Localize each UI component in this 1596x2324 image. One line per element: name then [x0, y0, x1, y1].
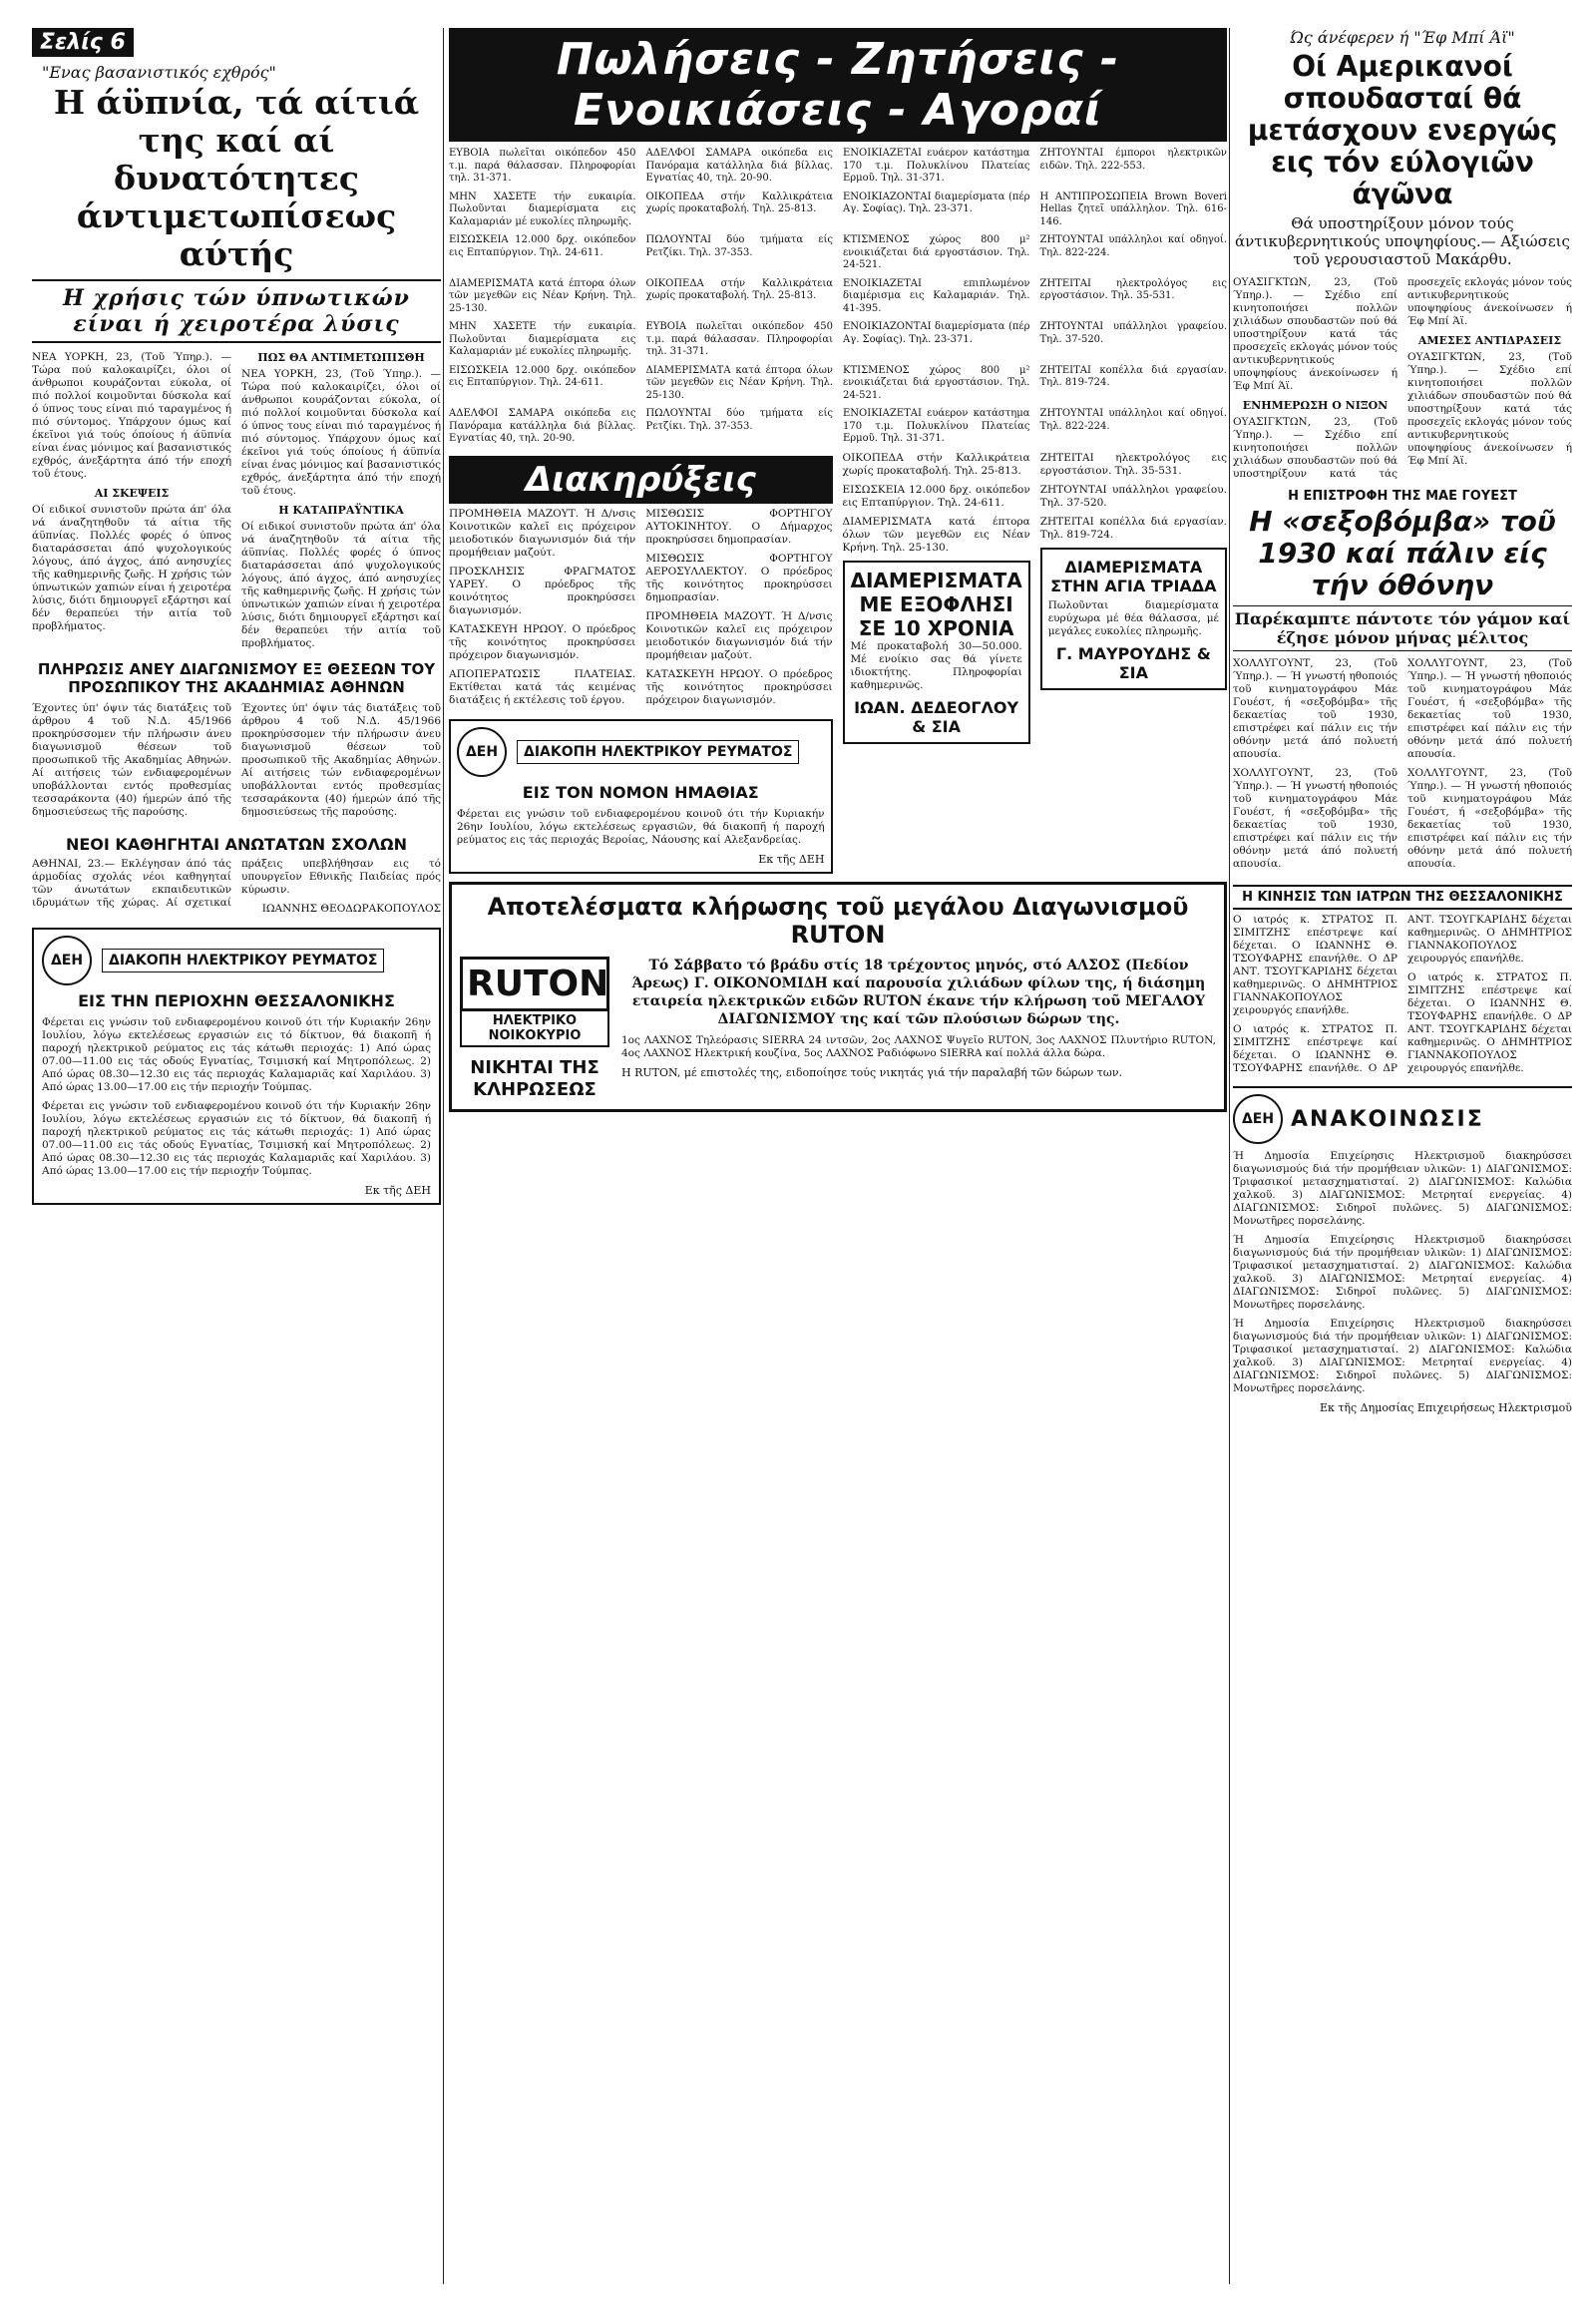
- doctors-paragraph: Ο ιατρός κ. ΣΤΡΑΤΟΣ Π. ΣΙΜΙΤΖΗΣ επέστρεψε καί δέχεται. Ο ΙΩΑΝΝΗΣ Θ. ΤΣΟΥΦΑΡΗΣ επανήλθε. Ο ΔΡ ΑΝΤ. ΤΣΟΥΓΚΑΡΙΔΗΣ δέχεται καθημερινῶς. Ο ΔΗΜΗΤΡΙΟΣ ΓΙΑΝΝΑΚΟΠΟΥΛΟΣ χειρουργός επανήλθε.: [1233, 914, 1572, 1074]
- doctors-body: [1233, 914, 1572, 1078]
- classifieds-banner: Πωλήσεις - Ζητήσεις - Ενοικιάσεις - Αγοραί: [449, 28, 1227, 142]
- mae-west-paragraph: ΧΟΛΛΥΓΟΥΝΤ, 23, (Τοῦ Ύπηρ.). — Ή γνωστή ηθοποιός τοῦ κινηματογράφου Μάε Γουέστ, ή «σεξοβόμβα» τῆς δεκαετίας τοῦ 1930, επιστρέφει καί πάλιν εις τήν οθόνην μετά άπό πολυετή απουσία.: [1407, 767, 1572, 870]
- notice-body: Φέρεται εις γνώσιν τοῦ ενδιαφερομένου κοινοῦ ότι τήν Κυριακήν 26ην Ιουλίου, λόγω εκτελέσεως εργασιῶν, θά διακοπῆ ή παροχή ρεύματος εις τάς περιοχάς Βεροίας, Νάουσης καί Αλεξανδρείας.: [457, 807, 825, 846]
- announcements-body: Ή Δημοσία Επιχείρησις Ηλεκτρισμοῦ διακηρύσσει διαγωνισμούς διά τήν προμήθειαν υλικῶν: 1) ΔΙΑΓΩΝΙΣΜΟΣ: Τριφασικοί μετασχηματισταί. 2) ΔΙΑΓΩΝΙΣΜΟΣ: Καλώδια χαλκοῦ. 3) ΔΙΑΓΩΝΙΣΜΟΣ: Μετρηταί ενεργείας. 4) ΔΙΑΓΩΝΙΣΜΟΣ: Σιδηροῖ πυλῶνες. 5) ΔΙΑΓΩΝΙΣΜΟΣ: Μονωτῆρες πορσελάνης.: [1233, 1150, 1572, 1227]
- classified-ad: ΖΗΤΕΙΤΑΙ ηλεκτρολόγος εις εργοστάσιον. Τηλ. 35-531.: [1039, 277, 1227, 301]
- notice-body: Φέρεται εις γνώσιν τοῦ ενδιαφερομένου κοινοῦ ότι τήν Κυριακήν 26ην Ιουλίου, λόγω εκτελέσεως εργασιών εις τό δίκτυον, θά διακοπῆ ή παροχή ηλεκτρικοῦ ρεύματος εις τάς κάτωθι περιοχάς: 1) Από ώρας 07.00—11.00 εις τάς οδούς Εγνατίας, Τσιμισκή καί Μητροπόλεως. 2) Από ώρας 08.30—12.30 εις τάς περιοχάς Καλαμαριᾶς καί Χαριλάου. 3) Από ώρας 13.00—17.00 εις τήν περιοχήν Τούμπας.: [42, 1100, 431, 1177]
- tender-notice: ΚΑΤΑΣΚΕΥΗ ΗΡΩΟΥ. Ο πρόεδρος τῆς κοινότητος προκηρύσσει πρόχειρον διαγωνισμόν.: [645, 667, 833, 706]
- classified-ad: ΑΔΕΛΦΟΙ ΣΑΜΑΡΑ οικόπεδα εις Πανόραμα κατάλληλα διά βίλλας. Εγνατίας 40, τηλ. 20-90.: [645, 148, 833, 184]
- classified-ad: ΔΙΑΜΕΡΙΣΜΑΤΑ κατά έπτορα όλων τῶν μεγεθῶν εις Νέαν Κρήνη. Τηλ. 25-130.: [842, 515, 1030, 554]
- agia-triada-ad-firm: Γ. ΜΑΥΡΟΥΔΗΣ & ΣΙΑ: [1055, 643, 1211, 682]
- tenders-and-boxes: [449, 452, 1227, 874]
- classified-ad: ΚΤΙΣΜΕΝΟΣ χώρος 800 μ² ενοικιάζεται διά εργοστάσιον. Τηλ. 24-521.: [843, 364, 1030, 401]
- classified-ad: ΕΙΣΩΣΚΕΙΑ 12.000 δρχ. οικόπεδον εις Επταπύργιον. Τηλ. 24-611.: [449, 364, 636, 388]
- apartments-ad-title: ΔΙΑΜΕΡΙΣΜΑΤΑ ΜΕ ΕΞΟΦΛΗΣΙ ΣΕ 10 ΧΡΟΝΙΑ: [850, 568, 1022, 640]
- article-subhead: ΠΩΣ ΘΑ ΑΝΤΙΜΕΤΩΠΙΣΘΗ: [257, 351, 425, 364]
- announcements-signature: Εκ τῆς Δημοσίας Επιχειρήσεως Ηλεκτρισμοῦ: [1319, 1401, 1572, 1414]
- ruton-footnote: Η RUTON, μέ επιστολές της, ειδοποίησε τούς νικητάς γιά τήν παραλαβή τῶν δώρων των.: [621, 1065, 1123, 1079]
- article-paragraph: ΟΥΑΣΙΓΚΤΩΝ, 23, (Τοῦ Ύπηρ.). — Σχέδιο επί κινητοποιήσει πολλῶν χιλιάδων σπουδαστῶν πού θά υποστηρίξουν κατά τάς προσεχεῖς εκλογάς μόνον τούς αντικυβερνητικούς υποψηφίους άνεκοίνωσεν ή Έφ Μπί Άϊ.: [1407, 351, 1572, 467]
- tender-notice: ΑΠΟΠΕΡΑΤΩΣΙΣ ΠΛΑΤΕΙΑΣ. Εκτίθεται κατά τάς κειμένας διατάξεις ή εκτέλεσις τοῦ έργου.: [449, 667, 636, 706]
- deh-logo-icon: ΔΕΗ: [1233, 1094, 1283, 1144]
- article-paragraph: Οί ειδικοί συνιστοῦν πρώτα άπ' όλα νά άναζητηθοῦν τά αίτια τῆς άϋπνίας. Πολλές φορές ό ύπνος διαταράσσεται άπό ψυχολογικούς λόγους, άπό άγχος, άπό ανησυχίες τῆς καθημερινῆς ζωῆς. Η χρήσις τών ύπνωτικών χαπιών είναι ή χειροτέρα λύσις, διότι δημιουργεῖ εξάρτησι καί δέν θεραπεύει τήν αιτία τοῦ προβλήματος.: [32, 504, 231, 632]
- ruton-prizes: 1ος ΛΑΧΝΟΣ Τηλεόρασις SIERRA 24 ιντσῶν, 2ος ΛΑΧΝΟΣ Ψυγεῖο RUTON, 3ος ΛΑΧΝΟΣ Πλυντήριο RUTON, 4ος ΛΑΧΝΟΣ Ηλεκτρική κουζίνα, 5ος ΛΑΧΝΟΣ Ραδιόφωνο SIERRA καί πολλά άλλα δώρα.: [621, 1033, 1216, 1059]
- ruton-headline: Αποτελέσματα κλήρωσης τοῦ μεγάλου Διαγωνισμοῦ RUTON: [487, 892, 1189, 949]
- classified-ad: ΖΗΤΟΥΝΤΑΙ έμποροι ηλεκτρικῶν ειδῶν. Τηλ. 222-553.: [1039, 148, 1227, 172]
- article-headline: Οί Αμερικανοί σπουδασταί θά μετάσχουν ενεργώς εις τόν εύλογιῶν άγῶνα: [1247, 50, 1558, 210]
- announcements-title: ΑΝΑΚΟΙΝΩΣΙΣ: [1291, 1106, 1484, 1132]
- classified-ad: ΠΩΛΟΥΝΤΑΙ δύο τμήματα είς Ρετζίκι. Τηλ. 37-353.: [645, 234, 833, 258]
- apartments-ad-body: Μέ προκαταβολή 30—50.000. Μέ ενοίκιο σας θά γίνετε ιδιοκτήτης. Πληροφορίαι καθημερινῶς.: [850, 639, 1022, 691]
- tender-notice: ΠΡΟΣΚΛΗΣΙΣ ΦΡΑΓΜΑΤΟΣ ΥΑΡΕΥ. Ο πρόεδρος τῆς κοινότητος προκηρύσσει διαγωνισμόν.: [449, 565, 636, 616]
- academy-paragraph: Έχοντες ύπ' όψιν τάς διατάξεις τοῦ άρθρου 4 τοῦ Ν.Δ. 45/1966 προκηρύσσομεν τήν πλήρωσιν άνευ διαγωνισμοῦ θέσεων τοῦ προσωπικοῦ τῆς Ακαδημίας Αθηνών. Αί αιτήσεις τών ενδιαφερομένων υποβάλλονται εντός προθεσμίας τεσσαράκοντα (40) ήμερών άπό τῆς δημοσιεύσεως τῆς παρούσης.: [241, 702, 441, 818]
- column-divider: [1229, 28, 1230, 2284]
- classified-ads-grid: [449, 148, 1227, 452]
- left-column: [32, 28, 441, 2284]
- classified-ad: ΚΤΙΣΜΕΝΟΣ χώρος 800 μ² ενοικιάζεται διά εργοστάσιον. Τηλ. 24-521.: [843, 234, 1030, 270]
- classified-ad: ΑΔΕΛΦΟΙ ΣΑΜΑΡΑ οικόπεδα εις Πανόραμα κατάλληλα διά βίλλας. Εγνατίας 40, τηλ. 20-90.: [449, 408, 636, 444]
- tender-notice: ΠΡΟΜΗΘΕΙΑ ΜΑΖΟΥΤ. Ή Δ/νσις Κοινοτικῶν καλεῖ εις πρόχειρον μειοδοτικόν διαγωνισμόν διά τήν προμήθειαν μαζούτ.: [449, 507, 636, 559]
- classified-ad: ΕΥΒΟΙΑ πωλεῖται οικόπεδον 450 τ.μ. παρά θάλασσαν. Πληροφορίαι τηλ. 31-371.: [645, 321, 833, 357]
- power-cut-notice-thessaloniki: [32, 928, 441, 1205]
- classified-ad: ΔΙΑΜΕΡΙΣΜΑΤΑ κατά έπτορα όλων τῶν μεγεθῶν εις Νέαν Κρήνη. Τηλ. 25-130.: [645, 364, 833, 401]
- tender-notice: ΜΙΣΘΩΣΙΣ ΦΟΡΤΗΓΟΥ ΑΥΤΟΚΙΝΗΤΟΥ. Ο Δήμαρχος προκηρύσσει δημοπρασίαν.: [645, 507, 833, 546]
- notice-body: Φέρεται εις γνώσιν τοῦ ενδιαφερομένου κοινοῦ ότι τήν Κυριακήν 26ην Ιουλίου, λόγω εκτελέσεως εργασιών εις τό δίκτυον, θά διακοπῆ ή παροχή ηλεκτρικοῦ ρεύματος εις τάς κάτωθι περιοχάς: 1) Από ώρας 07.00—11.00 εις τάς οδούς Εγνατίας, Τσιμισκή καί Μητροπόλεως. 2) Από ώρας 08.30—12.30 εις τάς περιοχάς Καλαμαριᾶς καί Χαριλάου. 3) Από ώρας 13.00—17.00 εις τήν περιοχήν Τούμπας.: [42, 1016, 431, 1093]
- academy-headline: ΠΛΗΡΩΣΙΣ ΑΝΕΥ ΔΙΑΓΩΝΙΣΜΟΥ ΕΞ ΘΕΣΕΩΝ ΤΟΥ ΠΡΟΣΩΠΙΚΟΥ ΤΗΣ ΑΚΑΔΗΜΙΑΣ ΑΘΗΝΩΝ: [37, 660, 436, 696]
- classified-ad: ΖΗΤΟΥΝΤΑΙ υπάλληλοι καί οδηγοί. Τηλ. 822-224.: [1039, 408, 1227, 432]
- ruton-logo-icon: RUTON: [460, 957, 609, 1011]
- professors-headline: ΝΕΟΙ ΚΑΘΗΓΗΤΑΙ ΑΝΩΤΑΤΩΝ ΣΧΟΛΩΝ: [65, 835, 407, 854]
- classified-ad: ΕΙΣΩΣΚΕΙΑ 12.000 δρχ. οικόπεδον εις Επταπύργιον. Τηλ. 24-611.: [842, 483, 1030, 509]
- classified-ad: ΜΗΝ ΧΑΣΕΤΕ τήν ευκαιρία. Πωλοῦνται διαμερίσματα εις Καλαμαριάν μέ ευκολίες πληρωμῆς.: [449, 191, 636, 227]
- notice-subtitle: ΕΙΣ ΤΟΝ ΝΟΜΟΝ ΗΜΑΘΙΑΣ: [522, 782, 759, 802]
- mae-west-paragraph: ΧΟΛΛΥΓΟΥΝΤ, 23, (Τοῦ Ύπηρ.). — Ή γνωστή ηθοποιός τοῦ κινηματογράφου Μάε Γουέστ, ή «σεξοβόμβα» τῆς δεκαετίας τοῦ 1930, επιστρέφει καί πάλιν εις τήν οθόνην μετά άπό πολυετή απουσία.: [1407, 657, 1572, 760]
- article-paragraph: ΟΥΑΣΙΓΚΤΩΝ, 23, (Τοῦ Ύπηρ.). — Σχέδιο επί κινητοποιήσει πολλῶν χιλιάδων σπουδαστῶν πού θά υποστηρίξουν κατά τάς προσεχεῖς εκλογάς μόνον τούς αντικυβερνητικούς υποψηφίους άνεκοίνωσεν ή Έφ Μπί Άϊ.: [1233, 276, 1572, 480]
- classified-ad: ΜΗΝ ΧΑΣΕΤΕ τήν ευκαιρία. Πωλοῦνται διαμερίσματα εις Καλαμαριάν μέ ευκολίες πληρωμῆς.: [449, 321, 636, 357]
- announcements-body: Ή Δημοσία Επιχείρησις Ηλεκτρισμοῦ διακηρύσσει διαγωνισμούς διά τήν προμήθειαν υλικῶν: 1) ΔΙΑΓΩΝΙΣΜΟΣ: Τριφασικοί μετασχηματισταί. 2) ΔΙΑΓΩΝΙΣΜΟΣ: Καλώδια χαλκοῦ. 3) ΔΙΑΓΩΝΙΣΜΟΣ: Μετρηταί ενεργείας. 4) ΔΙΑΓΩΝΙΣΜΟΣ: Σιδηροῖ πυλῶνες. 5) ΔΙΑΓΩΝΙΣΜΟΣ: Μονωτῆρες πορσελάνης.: [1233, 1318, 1572, 1394]
- tender-notice: ΚΑΤΑΣΚΕΥΗ ΗΡΩΟΥ. Ο πρόεδρος τῆς κοινότητος προκηρύσσει πρόχειρον διαγωνισμόν.: [449, 622, 636, 661]
- classified-ad: ΖΗΤΟΥΝΤΑΙ υπάλληλοι γραφείου. Τηλ. 37-520.: [1039, 321, 1227, 345]
- notice-title: ΔΙΑΚΟΠΗ ΗΛΕΚΤΡΙΚΟΥ ΡΕΥΜΑΤΟΣ: [102, 949, 384, 972]
- tenders-banner: Διακηρύξεις: [449, 456, 833, 504]
- classified-ad: Η ΑΝΤΙΠΡΟΣΩΠΕΙΑ Brown Boveri Hellas ζητεῖ υπάλληλον. Τηλ. 616-146.: [1039, 191, 1227, 227]
- mae-west-kicker: Η ΕΠΙΣΤΡΟΦΗ ΤΗΣ ΜΑΕ ΓΟΥΕΣΤ: [1288, 489, 1517, 504]
- article-kicker: "Ενας βασανιστικός εχθρός": [42, 63, 276, 82]
- classified-ad: ΖΗΤΕΙΤΑΙ κοπέλλα διά εργασίαν. Τηλ. 819-724.: [1039, 515, 1227, 541]
- classified-ad: ΕΥΒΟΙΑ πωλεῖται οικόπεδον 450 τ.μ. παρά θάλασσαν. Πληροφορίαι τηλ. 31-371.: [449, 148, 636, 184]
- ruton-lottery-ad: [449, 882, 1227, 1112]
- article-paragraph: ΝΕΑ ΥΟΡΚΗ, 23, (Τοῦ Ύπηρ.). —Τώρα πού καλοκαιρίζει, όλοι οί άνθρωποι κουράζονται εύκολα, οί πιό πολλοί κοιμοῦνται δύσκολα καί ό ύπνος τους είναι πιό ταραγμένος ή πιό σύντομος. Υπάρχουν όμως καί έκεῖνοι γιά τούς όποίους ή άϋπνία είναι ένας μόνιμος καί βασανιστικός εχθρός, άνεξάρτητα άπό τήν εποχή τοῦ έτους.: [32, 351, 231, 480]
- apartments-ad-firm: ΙΩΑΝ. ΔΕΔΕΟΓΛΟΥ & ΣΙΑ: [854, 697, 1019, 736]
- notice-subtitle: ΕΙΣ ΤΗΝ ΠΕΡΙΟΧΗΝ ΘΕΣΣΑΛΟΝΙΚΗΣ: [78, 991, 395, 1010]
- page-number-badge: Σελίς 6: [32, 28, 134, 57]
- doctors-headline: Η ΚΙΝΗΣΙΣ ΤΩΝ ΙΑΤΡΩΝ ΤΗΣ ΘΕΣΣΑΛΟΝΙΚΗΣ: [1233, 885, 1572, 910]
- article-paragraph: ΝΕΑ ΥΟΡΚΗ, 23, (Τοῦ Ύπηρ.). —Τώρα πού καλοκαιρίζει, όλοι οί άνθρωποι κουράζονται εύκολα, οί πιό πολλοί κοιμοῦνται δύσκολα καί ό ύπνος τους είναι πιό ταραγμένος ή πιό σύντομος. Υπάρχουν όμως καί έκεῖνοι γιά τούς όποίους ή άϋπνία είναι ένας μόνιμος καί βασανιστικός εχθρός, άνεξάρτητα άπό τήν εποχή τοῦ έτους.: [241, 368, 441, 497]
- ruton-lead: Τό Σάββατο τό βράδυ στίς 18 τρέχοντος μηνός, στό ΑΛΣΟΣ (Πεδίον Άρεως) Γ. ΟΙΚΟΝΟΜΙΔΗ καί παρουσία χιλιάδων φίλων της, ή διάσημη εταιρεία ηλεκτρικῶν ειδῶν RUTON έκανε τήν κλήρωση τοῦ ΜΕΓΑΛΟΥ ΔΙΑΓΩΝΙΣΜΟΥ της καί τῶν πλούσιων δώρων της.: [631, 957, 1206, 1027]
- classified-ad: ΖΗΤΕΙΤΑΙ ηλεκτρολόγος εις εργοστάσιον. Τηλ. 35-531.: [1039, 451, 1227, 477]
- classified-ad: ΖΗΤΕΙΤΑΙ κοπέλλα διά εργασίαν. Τηλ. 819-724.: [1039, 364, 1227, 388]
- deh-logo-icon: ΔΕΗ: [457, 727, 507, 777]
- column-divider: [443, 28, 444, 2284]
- classified-ad: ΕΝΟΙΚΙΑΖΟΝΤΑΙ διαμερίσματα (πέρ Αγ. Σοφίας). Τηλ. 23-371.: [843, 321, 1030, 345]
- article-body: [32, 351, 441, 650]
- doctors-paragraph: Ο ιατρός κ. ΣΤΡΑΤΟΣ Π. ΣΙΜΙΤΖΗΣ επέστρεψε καί δέχεται. Ο ΙΩΑΝΝΗΣ Θ. ΤΣΟΥΦΑΡΗΣ επανήλθε. Ο ΔΡ ΑΝΤ. ΤΣΟΥΓΚΑΡΙΔΗΣ δέχεται καθημερινῶς. Ο ΔΗΜΗΤΡΙΟΣ ΓΙΑΝΝΑΚΟΠΟΥΛΟΣ χειρουργός επανήλθε.: [1233, 914, 1397, 1016]
- tender-notice: ΠΡΟΜΗΘΕΙΑ ΜΑΖΟΥΤ. Ή Δ/νσις Κοινοτικῶν καλεῖ εις πρόχειρον μειοδοτικόν διαγωνισμόν διά τήν προμήθειαν μαζούτ.: [645, 609, 833, 661]
- power-cut-notice-imathia: [449, 719, 833, 874]
- article-subhead: ΑΜΕΣΕΣ ΑΝΤΙΔΡΑΣΕΙΣ: [1417, 334, 1562, 347]
- notice-signature: Εκ τῆς ΔΕΗ: [758, 852, 825, 866]
- professors-paragraph: ΑΘΗΝΑΙ, 23.— Εκλέγησαν άπό τάς άρμοδίας σχολάς νέοι καθηγηταί τῶν άνωτάτων εκπαιδευτικῶν ιδρυμάτων τῆς χώρας. Αί σχετικαί πράξεις υπεβλήθησαν εις τό υπουργεῖον Εθνικῆς Παιδείας πρός κύρωσιν.: [32, 858, 441, 909]
- mae-west-paragraph: ΧΟΛΛΥΓΟΥΝΤ, 23, (Τοῦ Ύπηρ.). — Ή γνωστή ηθοποιός τοῦ κινηματογράφου Μάε Γουέστ, ή «σεξοβόμβα» τῆς δεκαετίας τοῦ 1930, επιστρέφει καί πάλιν εις τήν οθόνην μετά άπό πολυετή απουσία.: [1233, 657, 1397, 760]
- right-column: [1233, 28, 1572, 2284]
- article-subhead: Η ΚΑΤΑΠΡΑΫΝΤΙΚΑ: [278, 504, 404, 517]
- article-subhead: ΕΝΗΜΕΡΩΣΗ Ο ΝΙΞΟΝ: [1242, 399, 1389, 412]
- classified-ad: ΕΝΟΙΚΙΑΖΟΝΤΑΙ διαμερίσματα (πέρ Αγ. Σοφίας). Τηλ. 23-371.: [843, 191, 1030, 214]
- classifieds-column: [449, 28, 1227, 2284]
- article-kicker: Ώς άνέφερεν ή "Έφ Μπί Άϊ": [1290, 28, 1515, 47]
- agia-triada-ad-title: ΔΙΑΜΕΡΙΣΜΑΤΑ ΣΤΗΝ ΑΓΙΑ ΤΡΙΑΔΑ: [1050, 557, 1217, 595]
- classified-ad: ΟΙΚΟΠΕΔΑ στήν Καλλικράτεια χωρίς προκαταβολή. Τηλ. 25-813.: [645, 277, 833, 301]
- classified-ad: ΖΗΤΟΥΝΤΑΙ υπάλληλοι καί οδηγοί. Τηλ. 822-224.: [1039, 234, 1227, 258]
- article-headline: Η άϋπνία, τά αίτιά της καί αί δυνατότητες άντιμετωπίσεως αύτής: [53, 83, 420, 273]
- article-body: [1233, 276, 1572, 481]
- mae-west-body: [1233, 657, 1572, 877]
- professors-body: [32, 858, 441, 916]
- academy-paragraph: Έχοντες ύπ' όψιν τάς διατάξεις τοῦ άρθρου 4 τοῦ Ν.Δ. 45/1966 προκηρύσσομεν τήν πλήρωσιν άνευ διαγωνισμοῦ θέσεων τοῦ προσωπικοῦ τῆς Ακαδημίας Αθηνών. Αί αιτήσεις τών ενδιαφερομένων υποβάλλονται εντός προθεσμίας τεσσαράκοντα (40) ήμερών άπό τῆς δημοσιεύσεως τῆς παρούσης.: [32, 702, 231, 818]
- article-paragraph: Οί ειδικοί συνιστοῦν πρώτα άπ' όλα νά άναζητηθοῦν τά αίτια τῆς άϋπνίας. Πολλές φορές ό ύπνος διαταράσσεται άπό ψυχολογικούς λόγους, άπό άγχος, άπό ανησυχίες τῆς καθημερινῆς ζωῆς. Η χρήσις τών ύπνωτικών χαπιών είναι ή χειροτέρα λύσις, διότι δημιουργεῖ εξάρτησι καί δέν θεραπεύει τήν αιτία τοῦ προβλήματος.: [241, 521, 441, 649]
- agia-triada-ad-box: [1040, 548, 1227, 690]
- classified-ad: ΟΙΚΟΠΕΔΑ στήν Καλλικράτεια χωρίς προκαταβολή. Τηλ. 25-813.: [842, 451, 1030, 477]
- announcements-body: Ή Δημοσία Επιχείρησις Ηλεκτρισμοῦ διακηρύσσει διαγωνισμούς διά τήν προμήθειαν υλικῶν: 1) ΔΙΑΓΩΝΙΣΜΟΣ: Τριφασικοί μετασχηματισταί. 2) ΔΙΑΓΩΝΙΣΜΟΣ: Καλώδια χαλκοῦ. 3) ΔΙΑΓΩΝΙΣΜΟΣ: Μετρηταί ενεργείας. 4) ΔΙΑΓΩΝΙΣΜΟΣ: Σιδηροῖ πυλῶνες. 5) ΔΙΑΓΩΝΙΣΜΟΣ: Μονωτῆρες πορσελάνης.: [1233, 1234, 1572, 1311]
- classified-ad: ΕΝΟΙΚΙΑΖΕΤΑΙ ευάερον κατάστημα 170 τ.μ. Πολυκλίνου Πλατείας Ερμοῦ. Τηλ. 31-371.: [843, 408, 1030, 444]
- classified-ad: ΠΩΛΟΥΝΤΑΙ δύο τμήματα είς Ρετζίκι. Τηλ. 37-353.: [645, 408, 833, 432]
- notice-title: ΔΙΑΚΟΠΗ ΗΛΕΚΤΡΙΚΟΥ ΡΕΥΜΑΤΟΣ: [517, 740, 799, 764]
- mae-west-headline: Η «σεξοβόμβα» τοῦ 1930 καί πάλιν είς τήν όθόνην: [1249, 505, 1556, 601]
- article-subhead: ΑΙ ΣΚΕΨΕΙΣ: [94, 487, 170, 500]
- tender-notice: ΜΙΣΘΩΣΙΣ ΦΟΡΤΗΓΟΥ ΑΕΡΟΣΥΛΛΕΚΤΟΥ. Ο πρόεδρος τῆς κοινότητος προκηρύσσει δημοπρασίαν.: [645, 552, 833, 603]
- deh-logo-icon: ΔΕΗ: [42, 936, 92, 985]
- article-deck: Θά υποστηρίξουν μόνον τούς άντικυβερνητικούς υποψηφίους.— Αξιώσεις τοῦ γερουσιαστοῦ Μακάρθυ.: [1235, 214, 1570, 268]
- mae-west-deck: Παρέκαμπτε πάντοτε τόν γάμον καί έζησε μόνον μήνας μέλιτος: [1233, 605, 1572, 651]
- ruton-logo-subtitle: ΗΛΕΚΤΡΙΚΟ ΝΟΙΚΟΚΥΡΙΟ: [460, 1011, 609, 1047]
- classified-ad: ΖΗΤΟΥΝΤΑΙ υπάλληλοι γραφείου. Τηλ. 37-520.: [1039, 483, 1227, 509]
- professors-signature: ΙΩΑΝΝΗΣ ΘΕΟΔΩΡΑΚΟΠΟΥΛΟΣ: [261, 903, 441, 915]
- academy-body: [32, 702, 441, 825]
- apartments-ad-box: [843, 561, 1030, 744]
- doctors-paragraph: Ο ιατρός κ. ΣΤΡΑΤΟΣ Π. ΣΙΜΙΤΖΗΣ επέστρεψε καί δέχεται. Ο ΙΩΑΝΝΗΣ Θ. ΤΣΟΥΦΑΡΗΣ επανήλθε. Ο ΔΡ ΑΝΤ. ΤΣΟΥΓΚΑΡΙΔΗΣ δέχεται καθημερινῶς. Ο ΔΗΜΗΤΡΙΟΣ ΓΙΑΝΝΑΚΟΠΟΥΛΟΣ χειρουργός επανήλθε.: [1407, 971, 1572, 1074]
- classified-ad: ΔΙΑΜΕΡΙΣΜΑΤΑ κατά έπτορα όλων τῶν μεγεθῶν εις Νέαν Κρήνη. Τηλ. 25-130.: [449, 277, 636, 314]
- ruton-winners-label: ΝΙΚΗΤΑΙ ΤΗΣ ΚΛΗΡΩΣΕΩΣ: [470, 1056, 599, 1100]
- classified-ad: ΕΝΟΙΚΙΑΖΕΤΑΙ επιπλωμένον διαμέρισμα εις Καλαμαριάν. Τηλ. 41-395.: [843, 277, 1030, 314]
- classified-ad: ΕΝΟΙΚΙΑΖΕΤΑΙ ευάερον κατάστημα 170 τ.μ. Πολυκλίνου Πλατείας Ερμοῦ. Τηλ. 31-371.: [843, 148, 1030, 184]
- mae-west-paragraph: ΧΟΛΛΥΓΟΥΝΤ, 23, (Τοῦ Ύπηρ.). — Ή γνωστή ηθοποιός τοῦ κινηματογράφου Μάε Γουέστ, ή «σεξοβόμβα» τῆς δεκαετίας τοῦ 1930, επιστρέφει καί πάλιν εις τήν οθόνην μετά άπό πολυετή απουσία.: [1233, 767, 1397, 870]
- notice-signature: Εκ τῆς ΔΕΗ: [364, 1184, 431, 1197]
- classified-ad: ΟΙΚΟΠΕΔΑ στήν Καλλικράτεια χωρίς προκαταβολή. Τηλ. 25-813.: [645, 191, 833, 214]
- classified-ad: ΕΙΣΩΣΚΕΙΑ 12.000 δρχ. οικόπεδον εις Επταπύργιον. Τηλ. 24-611.: [449, 234, 636, 258]
- agia-triada-ad-body: Πωλοῦνται διαμερίσματα ευρύχωρα μέ θέα θάλασσα, μέ μεγάλες ευκολίες πληρωμῆς.: [1047, 598, 1219, 637]
- article-paragraph: ΟΥΑΣΙΓΚΤΩΝ, 23, (Τοῦ Ύπηρ.). — Σχέδιο επί κινητοποιήσει πολλῶν χιλιάδων σπουδαστῶν πού θά υποστηρίξουν κατά τάς προσεχεῖς εκλογάς μόνον τούς αντικυβερνητικούς υποψηφίους άνεκοίνωσεν ή Έφ Μπί Άϊ.: [1233, 276, 1397, 392]
- tenders-list: [449, 508, 833, 713]
- announcements-header: [1233, 1086, 1572, 1144]
- article-deck: Η χρήσις τών ύπνωτικών είναι ή χειροτέρα λύσις: [32, 279, 441, 343]
